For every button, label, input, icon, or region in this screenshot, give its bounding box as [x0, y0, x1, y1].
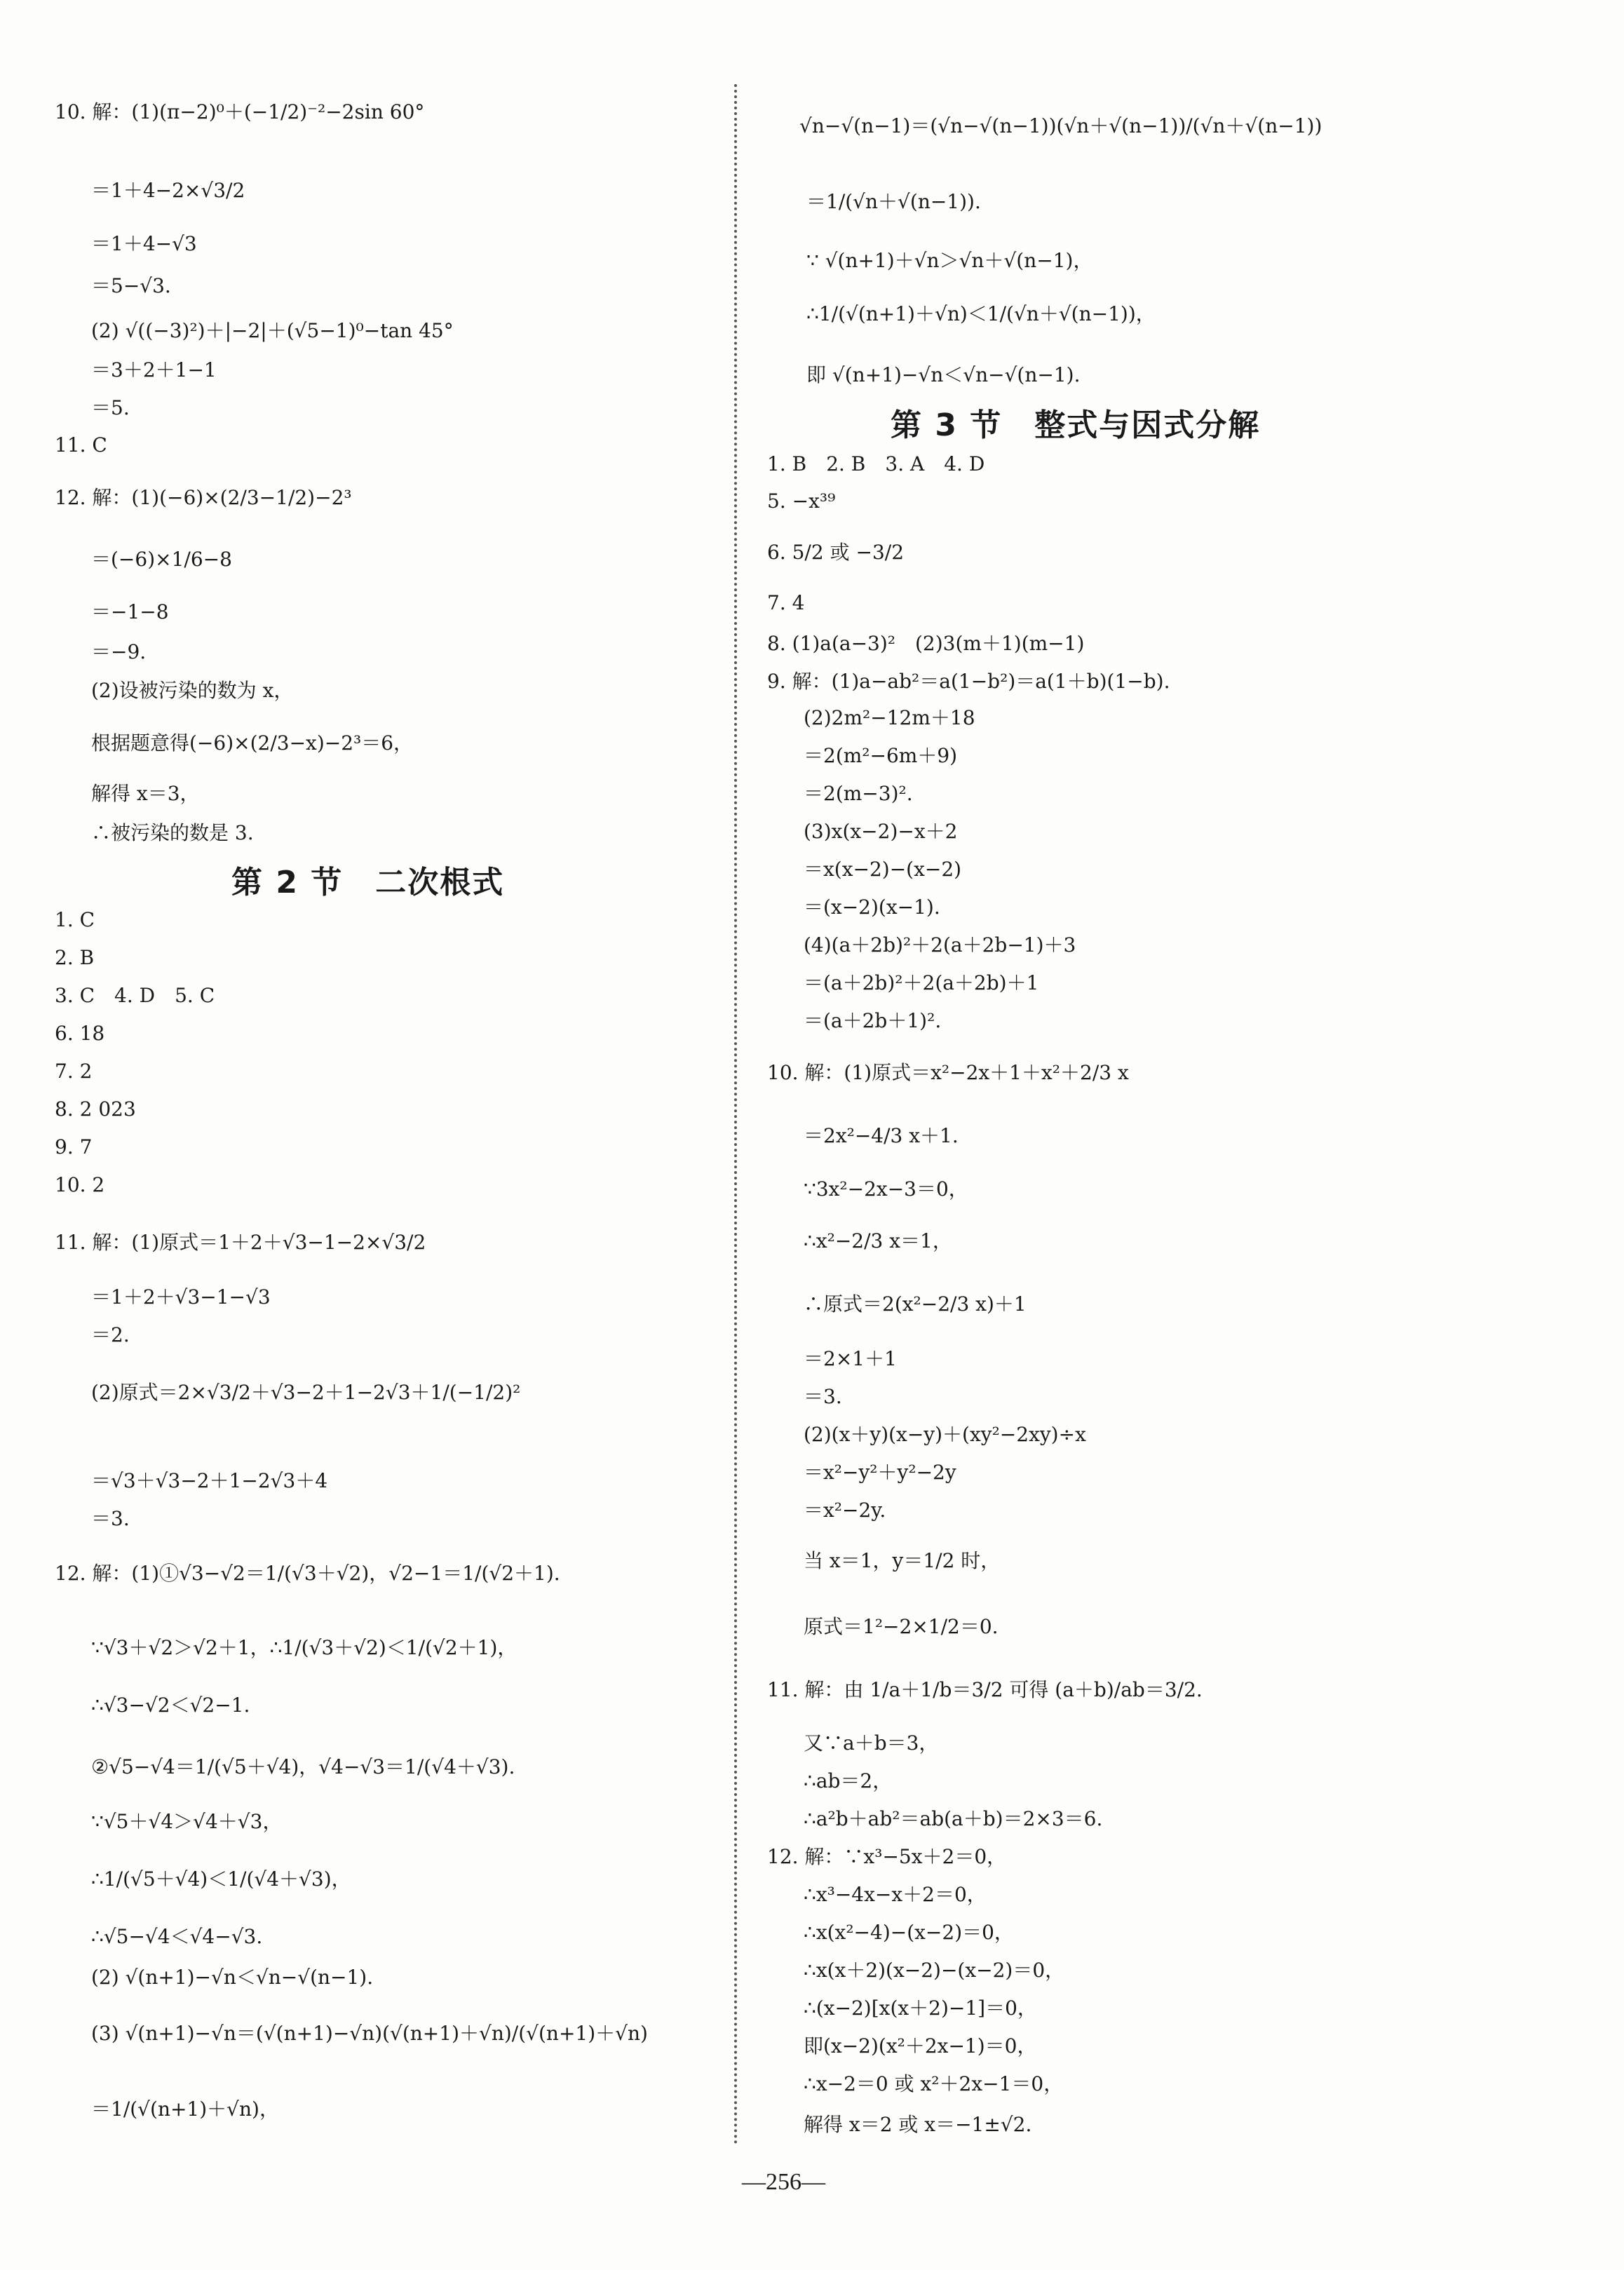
- text-line: ＝1＋2＋√3−1−√3: [91, 1285, 271, 1309]
- text-line: ＝3.: [804, 1385, 842, 1408]
- text-line: ∴x³−4x−x＋2＝0，: [804, 1883, 987, 1906]
- text-line: ＝−1−8: [91, 600, 169, 623]
- text-line: 12. 解：(1)(−6)×(2/3−1/2)−2³: [55, 486, 352, 509]
- text-line: ＝x(x−2)−(x−2): [804, 858, 962, 881]
- text-line: ＝x²−y²＋y²−2y: [804, 1461, 956, 1484]
- text-line: ＝(x−2)(x−1).: [804, 896, 940, 919]
- text-line: ＝x²−2y.: [804, 1499, 886, 1522]
- text-line: 11. C: [55, 433, 107, 457]
- text-line: ＝(a＋2b＋1)².: [804, 1009, 942, 1032]
- text-line: 1. C: [55, 908, 95, 931]
- section-title-2: 第 2 节 二次根式: [231, 865, 505, 900]
- text-line: 12. 解：(1)①√3−√2＝1/(√3＋√2)，√2−1＝1/(√2＋1).: [55, 1562, 560, 1585]
- text-line: ∴被污染的数是 3.: [91, 821, 254, 844]
- text-line: 10. 2: [55, 1173, 105, 1196]
- text-line: 10. 解：(1)原式＝x²−2x＋1＋x²＋2/3 x: [767, 1061, 1129, 1084]
- text-line: ＝3＋2＋1−1: [91, 358, 217, 381]
- text-line: ∴√3−√2＜√2−1.: [91, 1694, 250, 1717]
- text-line: ∵3x²−2x−3＝0，: [804, 1177, 968, 1201]
- text-line: ②√5−√4＝1/(√5＋√4)，√4−√3＝1/(√4＋√3).: [91, 1755, 515, 1778]
- text-line: ∴a²b＋ab²＝ab(a＋b)＝2×3＝6.: [804, 1807, 1103, 1830]
- text-line: 又∵a＋b＝3，: [804, 1731, 939, 1755]
- text-line: ∴ab＝2，: [804, 1769, 893, 1792]
- column-divider: [734, 84, 737, 2146]
- text-line: 7. 2: [55, 1060, 93, 1083]
- text-line: 5. −x³⁹: [767, 489, 836, 513]
- text-line: 12. 解：∵x³−5x＋2＝0，: [767, 1845, 1007, 1868]
- text-line: √n−√(n−1)＝(√n−√(n−1))(√n＋√(n−1))/(√n＋√(n−1)): [799, 114, 1322, 137]
- text-line: 3. C 4. D 5. C: [55, 984, 215, 1007]
- text-line: 根据题意得(−6)×(2/3−x)−2³＝6，: [91, 731, 414, 755]
- text-line: ＝1＋4−√3: [91, 232, 197, 255]
- text-line: ＝2x²−4/3 x＋1.: [804, 1124, 959, 1147]
- text-line: 原式＝1²−2×1/2＝0.: [804, 1615, 999, 1638]
- text-line: ∴x(x²−4)−(x−2)＝0，: [804, 1921, 1014, 1944]
- text-line: (2)原式＝2×√3/2＋√3−2＋1−2√3＋1/(−1/2)²: [91, 1381, 521, 1404]
- text-line: 解得 x＝2 或 x＝−1±√2.: [804, 2113, 1032, 2136]
- text-line: ∴(x−2)[x(x＋2)−1]＝0，: [804, 1997, 1037, 2020]
- text-line: ∴1/(√(n+1)＋√n)＜1/(√n＋√(n−1))，: [806, 302, 1156, 325]
- text-line: ＝5.: [91, 396, 130, 419]
- text-line: 7. 4: [767, 591, 805, 614]
- text-line: ∴x−2＝0 或 x²＋2x−1＝0，: [804, 2072, 1064, 2095]
- text-line: ＝3.: [91, 1507, 130, 1530]
- text-line: 9. 7: [55, 1135, 93, 1158]
- text-line: 解得 x＝3，: [91, 782, 200, 805]
- text-line: 即(x−2)(x²＋2x−1)＝0，: [804, 2034, 1037, 2058]
- text-line: ∵ √(n+1)＋√n＞√n＋√(n−1)，: [806, 249, 1093, 272]
- text-line: 1. B 2. B 3. A 4. D: [767, 452, 985, 475]
- text-line: ∵√5＋√4＞√4＋√3，: [91, 1810, 283, 1833]
- text-line: 2. B: [55, 946, 95, 969]
- text-line: (3) √(n+1)−√n＝(√(n+1)−√n)(√(n+1)＋√n)/(√(n+1)＋√n): [91, 2022, 648, 2045]
- text-line: 8. 2 023: [55, 1097, 136, 1121]
- text-line: 9. 解：(1)a−ab²＝a(1−b²)＝a(1＋b)(1−b).: [767, 670, 1170, 693]
- text-line: ＝2.: [91, 1323, 130, 1346]
- text-line: (2) √(n+1)−√n＜√n−√(n−1).: [91, 1966, 374, 1989]
- text-line: ＝2×1＋1: [804, 1347, 897, 1370]
- text-line: ＝5−√3.: [91, 274, 171, 297]
- text-line: ＝−9.: [91, 640, 147, 663]
- text-line: 即 √(n+1)−√n＜√n−√(n−1).: [806, 363, 1081, 386]
- text-line: ∴x²−2/3 x＝1，: [804, 1229, 952, 1252]
- text-line: (3)x(x−2)−x＋2: [804, 820, 958, 843]
- text-line: ∴x(x＋2)(x−2)−(x−2)＝0，: [804, 1959, 1065, 1982]
- text-line: (2)2m²−12m＋18: [804, 706, 975, 729]
- text-line: 6. 18: [55, 1022, 105, 1045]
- text-line: ∴√5−√4＜√4−√3.: [91, 1925, 263, 1948]
- text-line: ＝1/(√n＋√(n−1)).: [806, 190, 981, 213]
- text-line: ∴1/(√5＋√4)＜1/(√4＋√3)，: [91, 1867, 351, 1891]
- text-line: 10. 解：(1)(π−2)⁰＋(−1/2)⁻²−2sin 60°: [55, 100, 425, 123]
- text-line: (2) √((−3)²)＋|−2|＋(√5−1)⁰−tan 45°: [91, 319, 454, 342]
- section-title-3: 第 3 节 整式与因式分解: [891, 407, 1261, 443]
- text-line: ＝(−6)×1/6−8: [91, 548, 232, 571]
- text-line: ∴原式＝2(x²−2/3 x)＋1: [804, 1292, 1027, 1316]
- text-line: (4)(a＋2b)²＋2(a＋2b−1)＋3: [804, 933, 1076, 957]
- text-line: 11. 解：(1)原式＝1＋2＋√3−1−2×√3/2: [55, 1231, 426, 1254]
- text-line: (2)(x＋y)(x−y)＋(xy²−2xy)÷x: [804, 1423, 1086, 1446]
- text-line: ＝2(m−3)².: [804, 782, 913, 805]
- text-line: ＝√3＋√3−2＋1−2√3＋4: [91, 1469, 328, 1492]
- text-line: (2)设被污染的数为 x，: [91, 679, 294, 702]
- text-line: ＝1＋4−2×√3/2: [91, 179, 245, 202]
- text-line: 当 x＝1，y＝1/2 时，: [804, 1549, 1001, 1572]
- text-line: ＝1/(√(n+1)＋√n)，: [91, 2097, 279, 2121]
- text-line: 11. 解：由 1/a＋1/b＝3/2 可得 (a＋b)/ab＝3/2.: [767, 1678, 1203, 1701]
- text-line: ＝(a＋2b)²＋2(a＋2b)＋1: [804, 971, 1039, 994]
- page-number: —256—: [742, 2169, 825, 2195]
- text-line: ＝2(m²−6m＋9): [804, 744, 958, 767]
- text-line: 6. 5/2 或 −3/2: [767, 541, 905, 564]
- text-line: 8. (1)a(a−3)² (2)3(m＋1)(m−1): [767, 632, 1085, 655]
- text-line: ∵√3＋√2＞√2＋1，∴1/(√3＋√2)＜1/(√2＋1)，: [91, 1636, 517, 1659]
